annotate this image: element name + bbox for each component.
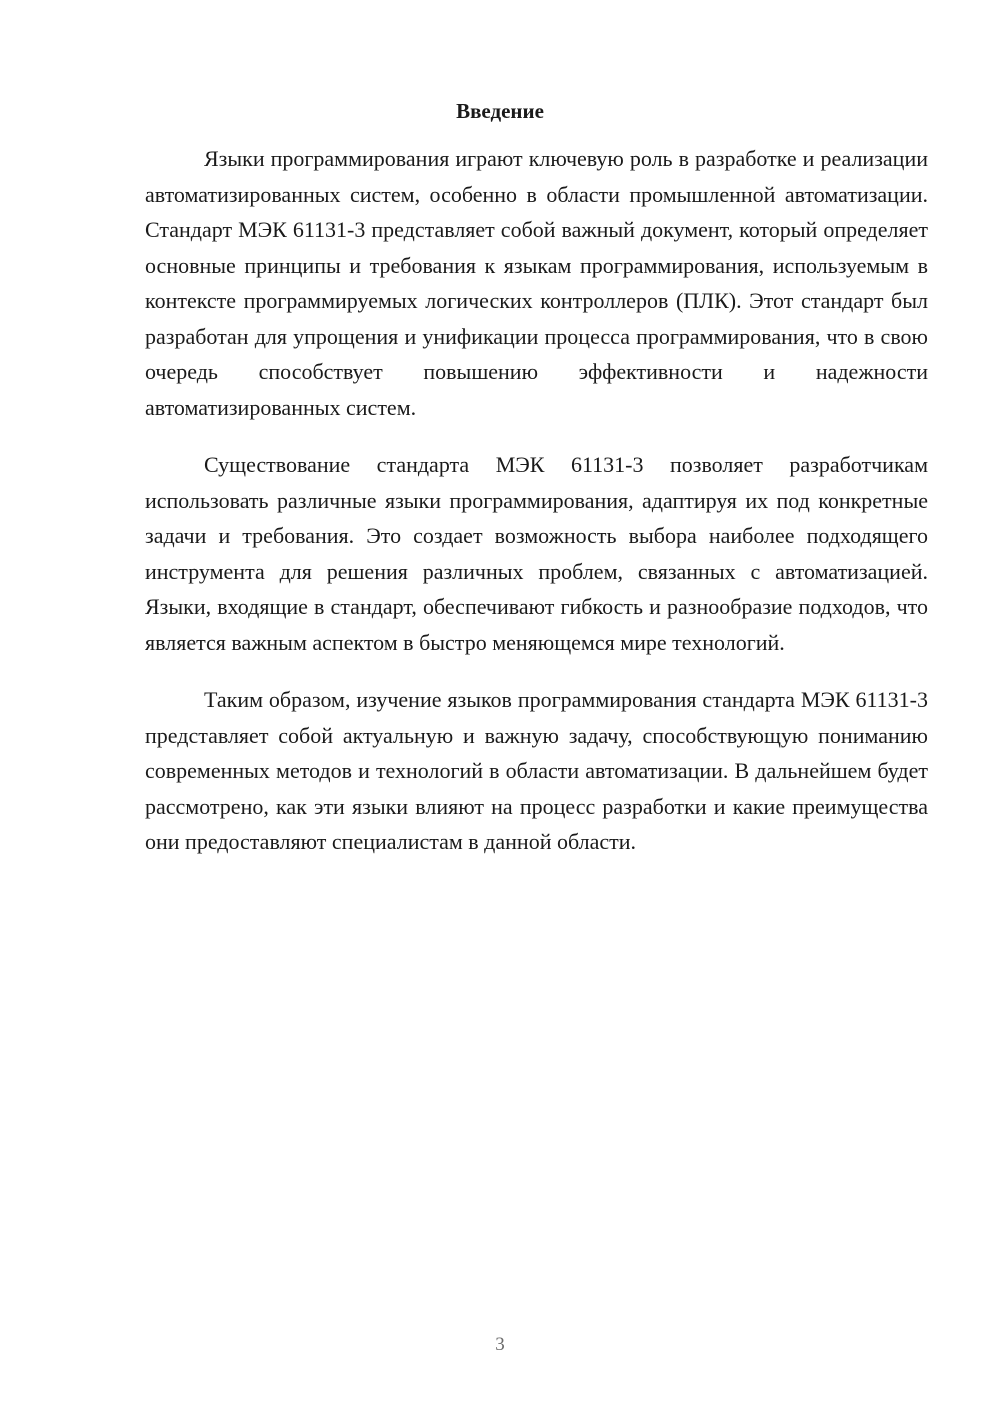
body-text [145,141,928,882]
page-number: 3 [495,1334,505,1355]
paragraph-standard-usage: Существование стандарта МЭК 61131-3 позволяет разработчикам использовать различные языки программирования, адаптируя их под конкретные задачи и требования. Это создает возможность выбора наиболее подходящего инструмента для решения различных проблем, связанных с автоматизацией. Языки, входящие в стандарт, обеспечивают гибкость и разнообразие подходов, что является важным аспектом в быстро меняющемся мире технологий. [145,452,928,655]
section-heading: Введение [456,99,544,123]
paragraph-conclusion: Таким образом, изучение языков программирования стандарта МЭК 61131-3 представляет собой актуальную и важную задачу, способствующую пониманию современных методов и технологий в области автоматизации. В дальнейшем будет рассмотрено, как эти языки влияют на процесс разработки и какие преимущества они предоставляют специалистам в данной области. [145,687,928,854]
paragraph-intro: Языки программирования играют ключевую роль в разработке и реализации автоматизированных систем, особенно в области промышленной автоматизации. Стандарт МЭК 61131-3 представляет собой важный документ, который определяет основные принципы и требования к языкам программирования, используемым в контексте программируемых логических контроллеров (ПЛК). Этот стандарт был разработан для упрощения и унификации процесса программирования, что в свою очередь способствует повышению эффективности и надежности автоматизированных систем. [145,146,928,420]
